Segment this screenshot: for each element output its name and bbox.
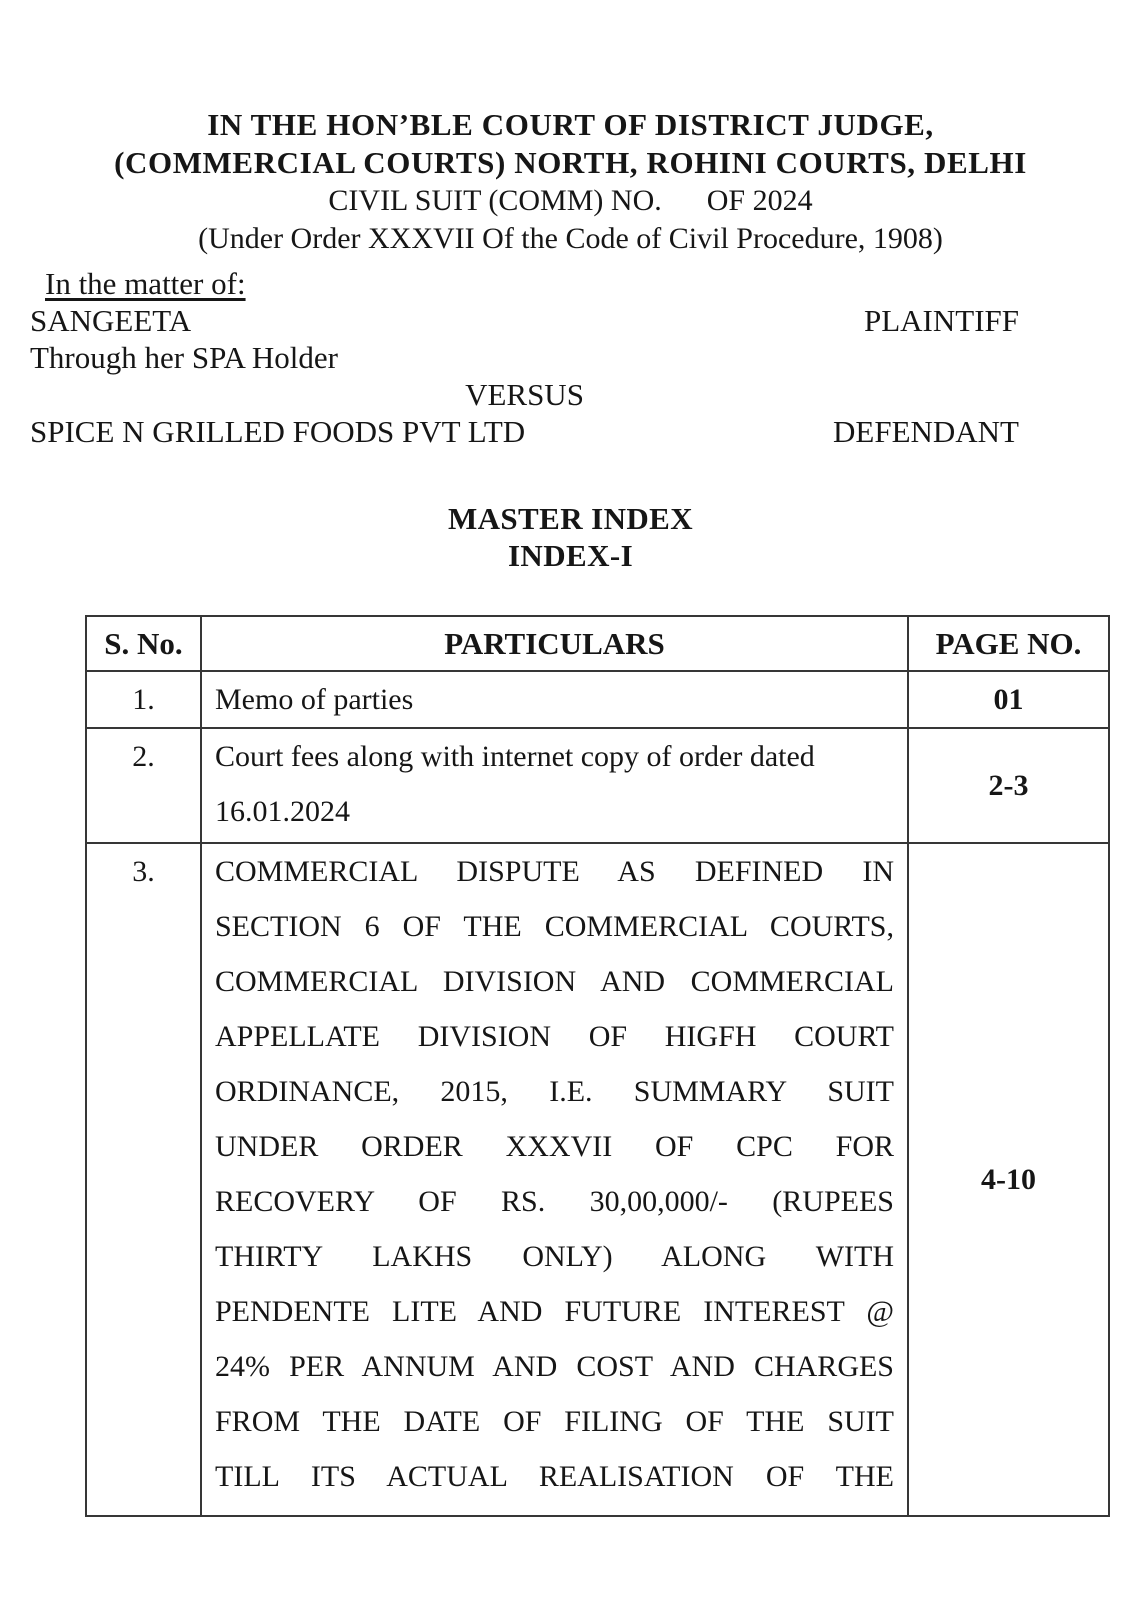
defendant-name: SPICE N GRILLED FOODS PVT LTD [30, 414, 526, 449]
index-heading [0, 500, 1141, 574]
index-table [85, 615, 1110, 1517]
versus-label: VERSUS [465, 377, 584, 412]
court-title-line-2: (COMMERCIAL COURTS) NORTH, ROHINI COURTS, DELHI [114, 145, 1027, 180]
table-row [86, 671, 1109, 728]
defendant-role-label: DEFENDANT [833, 414, 1019, 449]
index-subtitle: INDEX-I [507, 538, 634, 573]
table-row [86, 843, 1109, 1516]
plaintiff-name: SANGEETA [30, 303, 192, 338]
matter-of-label: In the matter of: [45, 266, 246, 301]
sno-cell: 3. [86, 843, 201, 1516]
document-header [0, 0, 1141, 258]
particulars-cell: Memo of parties [201, 671, 908, 728]
table-header-row [86, 616, 1109, 671]
particulars-cell: COMMERCIAL DISPUTE AS DEFINED IN SECTION 6 OF THE COMMERCIAL COURTS, COMMERCIAL DIVISION AND COMMERCIAL APPELLATE DIVISION OF HIGFH COURT ORDINANCE, 2015, I.E. SUMMARY SUIT UNDER ORDER XXXVII OF CPC FOR RECOVERY OF RS. 30,00,000/- (RUPEES THIRTY LAKHS ONLY) ALONG WITH PENDENTE LITE AND FUTURE INTEREST @ 24% PER ANNUM AND COST AND CHARGES FROM THE DATE OF FILING OF THE SUIT TILL ITS ACTUAL REALISATION OF THE [201, 843, 908, 1516]
statute-line: (Under Order XXXVII Of the Code of Civil Procedure, 1908) [198, 222, 943, 255]
plaintiff-row [30, 302, 1019, 339]
particulars-header: PARTICULARS [201, 616, 908, 671]
page-no-cell: 01 [908, 671, 1109, 728]
page-no-cell: 2-3 [908, 728, 1109, 843]
sno-cell: 1. [86, 671, 201, 728]
parties-block [0, 265, 1141, 450]
defendant-row [30, 413, 1019, 450]
page-no-cell: 4-10 [908, 843, 1109, 1516]
particulars-cell: Court fees along with internet copy of order dated 16.01.2024 [201, 728, 908, 843]
spa-holder-line: Through her SPA Holder [30, 340, 338, 375]
sno-header: S. No. [86, 616, 201, 671]
plaintiff-role-label: PLAINTIFF [863, 303, 1019, 338]
sno-cell: 2. [86, 728, 201, 843]
master-index-title: MASTER INDEX [447, 501, 694, 536]
court-title-line-1: IN THE HON’BLE COURT OF DISTRICT JUDGE, [207, 107, 934, 142]
table-row [86, 728, 1109, 843]
suit-number-line: CIVIL SUIT (COMM) NO. OF 2024 [328, 184, 813, 217]
page-no-header: PAGE NO. [908, 616, 1109, 671]
